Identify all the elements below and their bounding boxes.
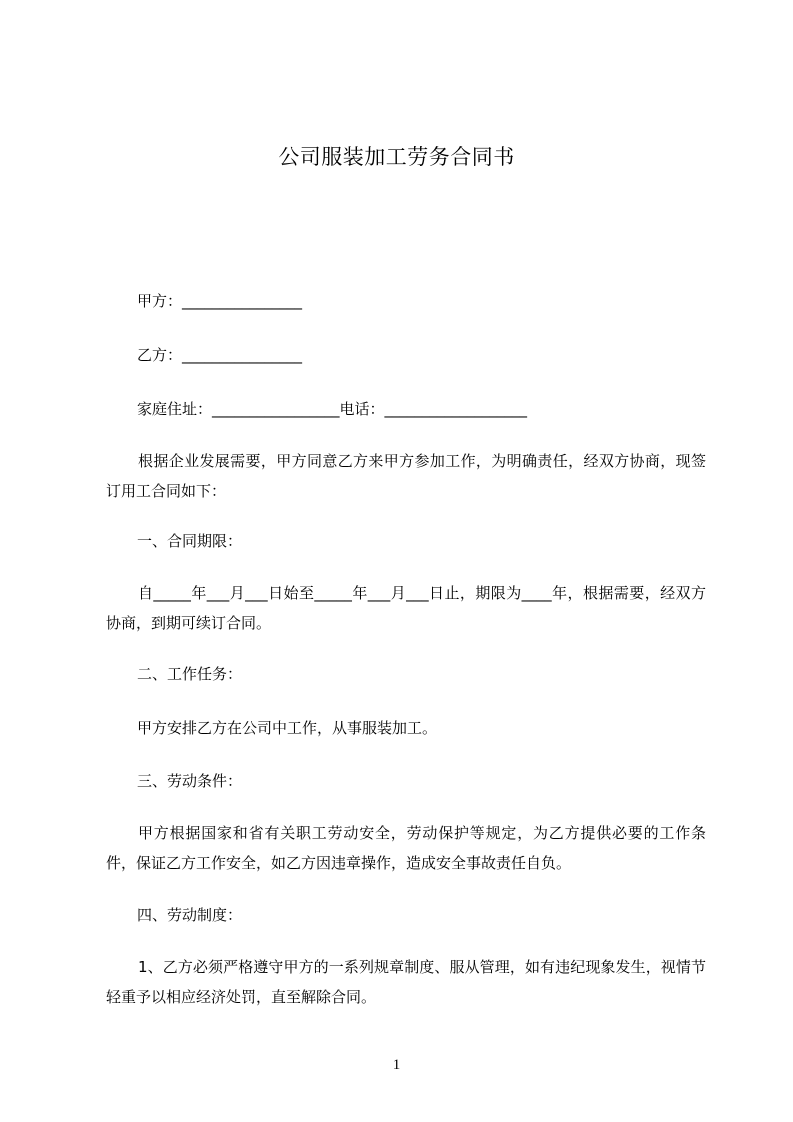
party-b-line: 乙方：________________ — [137, 346, 303, 364]
section-4-item-1: 1、乙方必须严格遵守甲方的一系列规章制度、服从管理，如有违纪现象发生，视情节轻重予以相应经济处罚，直至解除合同。 — [106, 958, 706, 1006]
page-number: 1 — [392, 1057, 401, 1073]
section-3-text: 甲方根据国家和省有关职工劳动安全，劳动保护等规定，为乙方提供必要的工作条件，保证乙方工作安全，如乙方因违章操作，造成安全事故责任自负。 — [106, 824, 706, 872]
intro-paragraph: 根据企业发展需要，甲方同意乙方来甲方参加工作，为明确责任，经双方协商，现签订用工合同如下： — [106, 452, 706, 500]
section-2-heading: 二、工作任务： — [137, 665, 243, 683]
party-a-line: 甲方：________________ — [137, 292, 303, 310]
section-1-text: 自_____年___月___日始至_____年___月___日止，期限为____年，根据需要，经双方协商，到期可续订合同。 — [106, 584, 706, 632]
section-2-text: 甲方安排乙方在公司中工作，从事服装加工。 — [137, 719, 438, 737]
document-title: 公司服装加工劳务合同书 — [278, 145, 515, 169]
section-4-heading: 四、劳动制度： — [137, 906, 243, 924]
section-3-heading: 三、劳动条件： — [137, 772, 243, 790]
section-1-heading: 一、合同期限： — [137, 532, 243, 550]
address-phone-line: 家庭住址：_________________电话：___________________ — [137, 400, 528, 418]
